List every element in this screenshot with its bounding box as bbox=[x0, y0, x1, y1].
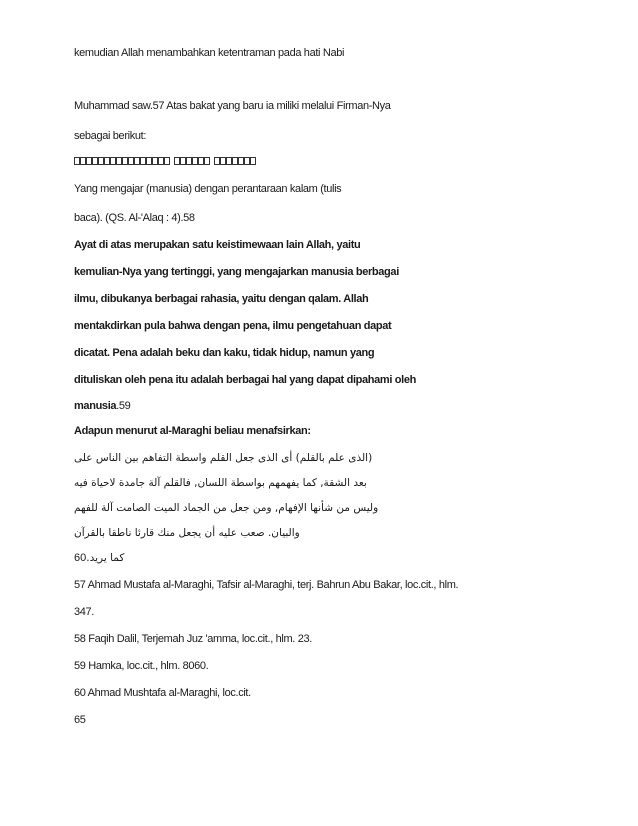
unrendered-arabic-glyphs bbox=[74, 155, 574, 169]
text-line: kemulian-Nya yang tertinggi, yang mengajarkan manusia berbagai bbox=[74, 266, 399, 278]
arabic-line: والبيان. صعب عليه أن يجعل منك قارئا ناطقا بالقرآن bbox=[74, 527, 300, 539]
footnote: 60 Ahmad Mushtafa al-Maraghi, loc.cit. bbox=[74, 687, 251, 699]
text-line: Muhammad saw.57 Atas bakat yang baru ia miliki melalui Firman-Nya bbox=[74, 100, 391, 112]
arabic-line: بعد الشقة, كما يفهمهم بواسطة اللسان, فالقلم آلة جامدة لاحياة فيه bbox=[74, 477, 367, 489]
text-fragment: manusia bbox=[74, 400, 117, 412]
text-line: Adapun menurut al-Maraghi beliau menafsirkan: bbox=[74, 425, 311, 437]
footnote: 59 Hamka, loc.cit., hlm. 8060. bbox=[74, 660, 209, 672]
text-line: ilmu, dibukanya berbagai rahasia, yaitu dengan qalam. Allah bbox=[74, 293, 369, 305]
arabic-line: (الذى علم بالقلم) أى الذى جعل القلم واسطة التفاهم بين الناس على bbox=[74, 452, 373, 464]
text-line: Yang mengajar (manusia) dengan perantaraan kalam (tulis bbox=[74, 183, 342, 195]
text-line: sebagai berikut: bbox=[74, 130, 147, 142]
footnote-ref: .59 bbox=[116, 400, 131, 412]
footnote-ref: 60 bbox=[74, 552, 87, 564]
footnote: 58 Faqih Dalil, Terjemah Juz 'amma, loc.cit., hlm. 23. bbox=[74, 633, 312, 645]
footnote: 347. bbox=[74, 606, 95, 618]
text-line: mentakdirkan pula bahwa dengan pena, ilmu pengetahuan dapat bbox=[74, 320, 392, 332]
footnote: 57 Ahmad Mustafa al-Maraghi, Tafsir al-Maraghi, terj. Bahrun Abu Bakar, loc.cit., hlm. bbox=[74, 579, 459, 591]
text-line bbox=[74, 399, 574, 413]
arabic-line-last bbox=[74, 551, 574, 565]
page-number: 65 bbox=[74, 714, 86, 726]
arabic-fragment: كما يريد. bbox=[86, 552, 125, 564]
text-line: Ayat di atas merupakan satu keistimewaan lain Allah, yaitu bbox=[74, 239, 361, 251]
text-line: dituliskan oleh pena itu adalah berbagai hal yang dapat dipahami oleh bbox=[74, 374, 416, 386]
text-line: baca). (QS. Al-'Alaq : 4).58 bbox=[74, 212, 195, 224]
text-line: kemudian Allah menambahkan ketentraman pada hati Nabi bbox=[74, 47, 345, 59]
arabic-line: وليس من شأنها الإفهام, ومن جعل من الجماد الميت الصامت آلة للفهم bbox=[74, 502, 379, 514]
text-line: dicatat. Pena adalah beku dan kaku, tidak hidup, namun yang bbox=[74, 347, 375, 359]
